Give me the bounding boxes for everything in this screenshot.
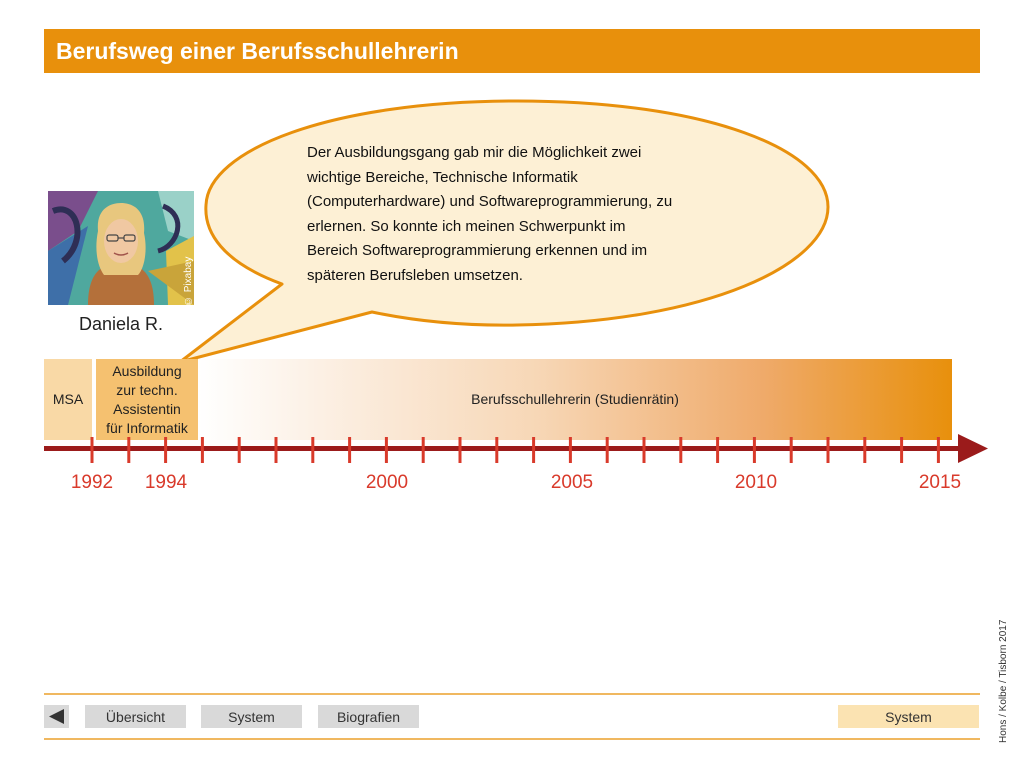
person-name: Daniela R. [78, 314, 164, 334]
back-button[interactable] [44, 705, 69, 728]
quote-line: Der Ausbildungsgang gab mir die Möglichkeit zwei [307, 144, 642, 161]
nav-divider-top [44, 693, 980, 695]
axis-arrow-icon [958, 434, 988, 463]
phase-ausbildung-line: Assistentin [113, 400, 181, 417]
quote-line: Bereich Softwareprogrammierung erkennen und im [307, 242, 648, 259]
nav-button-biografien[interactable]: Biografien [318, 705, 419, 728]
nav-button-uebersicht[interactable]: Übersicht [85, 705, 186, 728]
phase-ausbildung-line: Ausbildung [112, 362, 182, 379]
phase-msa-label: MSA [52, 391, 84, 407]
year-label-1992: 1992 [70, 472, 114, 493]
axis-line [44, 446, 960, 451]
quote-line: (Computerhardware) und Softwareprogrammierung, zu [307, 193, 673, 210]
quote-line: erlernen. So konnte ich meinen Schwerpunkt im [307, 217, 626, 235]
year-label-1994: 1994 [144, 472, 188, 493]
photo-credit: © Pixabay [183, 256, 194, 306]
quote-line: späteren Berufsleben umsetzen. [307, 266, 523, 284]
nav-divider-bottom [44, 738, 980, 740]
phase-beruf-label: Berufsschullehrerin (Studienrätin) [471, 391, 679, 407]
nav-button-system-active[interactable]: System [838, 705, 979, 728]
phase-ausbildung-line: zur techn. [116, 381, 178, 398]
year-label-2010: 2010 [734, 472, 778, 493]
year-label-2015: 2015 [918, 472, 962, 493]
year-label-2000: 2000 [365, 472, 409, 493]
author-credit: Hons / Kolbe / Tisborn 2017 [998, 619, 1009, 743]
triangle-left-icon [44, 705, 69, 728]
slide-title: Berufsweg einer Berufsschullehrerin [56, 38, 459, 64]
quote-line: wichtige Bereiche, Technische Informatik [307, 168, 578, 186]
nav-button-system[interactable]: System [201, 705, 302, 728]
phase-ausbildung-line: für Informatik [106, 419, 188, 436]
year-label-2005: 2005 [550, 472, 594, 493]
